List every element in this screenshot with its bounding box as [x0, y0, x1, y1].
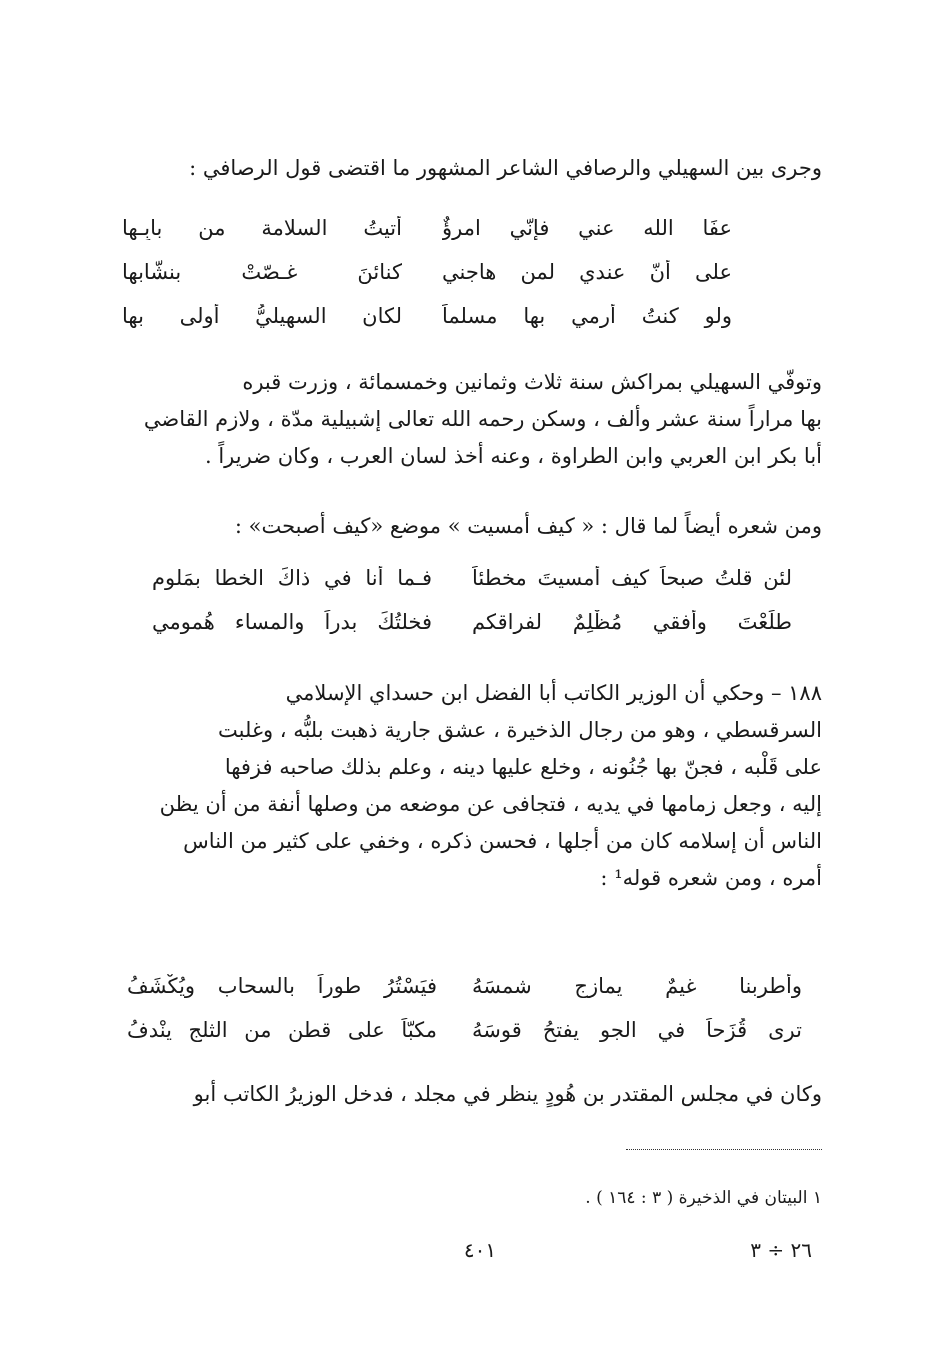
paragraph-muqtadir [122, 1076, 822, 1113]
poem-alrusafi [122, 206, 732, 338]
first-hemistich: ترى قُزَحاً في الجو يفتحُ قوسَهُ [472, 1018, 802, 1042]
second-hemistich: أتيتُ السلامة من بابِـها [122, 216, 402, 240]
verse-line [127, 964, 802, 1008]
second-hemistich: فـما أنا في ذاكَ الخطا بمَلومِ [152, 566, 432, 590]
verse-line [127, 1008, 802, 1052]
intro-paragraph [122, 150, 822, 187]
first-hemistich: لئن قلتُ صبحاً كيف أمسيتَ مخطئاً [472, 566, 792, 590]
text-line: السرقسطي ، وهو من رجال الذخيرة ، عشق جارية ذهبت بلبُّه ، وغلبت [218, 718, 822, 742]
second-hemistich: فيَسْتُرُ طوراً بالسحاب ويُكْشَفُ [127, 974, 437, 998]
text-line: أمره ، ومن شعره قوله¹ : [600, 866, 822, 890]
text-line: أبا بكر ابن العربي وابن الطراوة ، وعنه أخذ لسان العرب ، وكان ضريراً . [204, 444, 822, 468]
verse-line [122, 206, 732, 250]
text-line: وتوفّي السهيلي بمراكش سنة ثلاث وثمانين وخمسمائة ، وزرت قبره [242, 370, 822, 394]
text-line: وجرى بين السهيلي والرصافي الشاعر المشهور ما اقتضى قول الرصافي : [189, 156, 822, 180]
text-line: ومن شعره أيضاً لما قال : « كيف أمسيت » موضع «كيف أصبحت» : [234, 514, 822, 538]
second-hemistich: فخلتُكَ بدراً والمساء هُمومي [152, 610, 432, 634]
second-hemistich: مكبّاً على قطنٍ من الثلج ينْدفُ [127, 1018, 437, 1042]
footnote-separator [626, 1149, 822, 1150]
verse-line [122, 250, 732, 294]
verse-line [122, 294, 732, 338]
second-hemistich: كنائنَ غـصّتْ بنشّابها [122, 260, 402, 284]
print-signature: ٢٦ ÷ ٣ [750, 1238, 812, 1262]
first-hemistich: على أنّ عندي لمن هاجني [442, 260, 732, 284]
first-hemistich: عفَا الله عني فإنّي امرؤٌ [442, 216, 732, 240]
text-line: ١٨٨ – وحكي أن الوزير الكاتب أبا الفضل ابن حسداي الإسلامي [285, 681, 822, 705]
second-hemistich: لكان السهيليُّ أولى بها [122, 304, 402, 328]
text-line: وكان في مجلس المقتدر بن هُودٍ ينظر في مجلد ، فدخل الوزيرُ الكاتب أبو [193, 1082, 822, 1106]
poem-suhayli [152, 556, 792, 644]
first-hemistich: طلَعْتَ وأُفقي مُظْلِمٌ لفراقكم [472, 610, 792, 634]
text-line: إليه ، وجعل زمامها في يديه ، فتجافى عن موضعه من وصلها أنفة من أن يظن [159, 792, 822, 816]
paragraph-poetry-intro [122, 508, 822, 545]
verse-line [152, 556, 792, 600]
poem-ibn-hasday [127, 964, 802, 1052]
text-line: الناس أن إسلامه كان من أجلها ، فحسن ذكره ، وخفي على كثير من الناس [183, 829, 822, 853]
text-line: على قَلْبه ، فجنّ بها جُنُونه ، وخلع عليها دينه ، وعلم بذلك صاحبه فزفها [224, 755, 822, 779]
paragraph-death-of-suhayli [122, 364, 822, 475]
verse-line [152, 600, 792, 644]
footnote: ١ البيتان في الذخيرة ( ٣ : ١٦٤ ) . [585, 1188, 822, 1208]
first-hemistich: ولو كنتُ أرمي بها مسلماً [442, 304, 732, 328]
text-line: بها مراراً سنة عشر وألف ، وسكن رحمه الله تعالى إشبيلية مدّة ، ولازم القاضي [143, 407, 822, 431]
first-hemistich: وأطربنا غيمٌ يمازج شمسَهُ [472, 974, 802, 998]
page-number: ٤٠١ [463, 1238, 497, 1262]
paragraph-188 [122, 675, 822, 897]
